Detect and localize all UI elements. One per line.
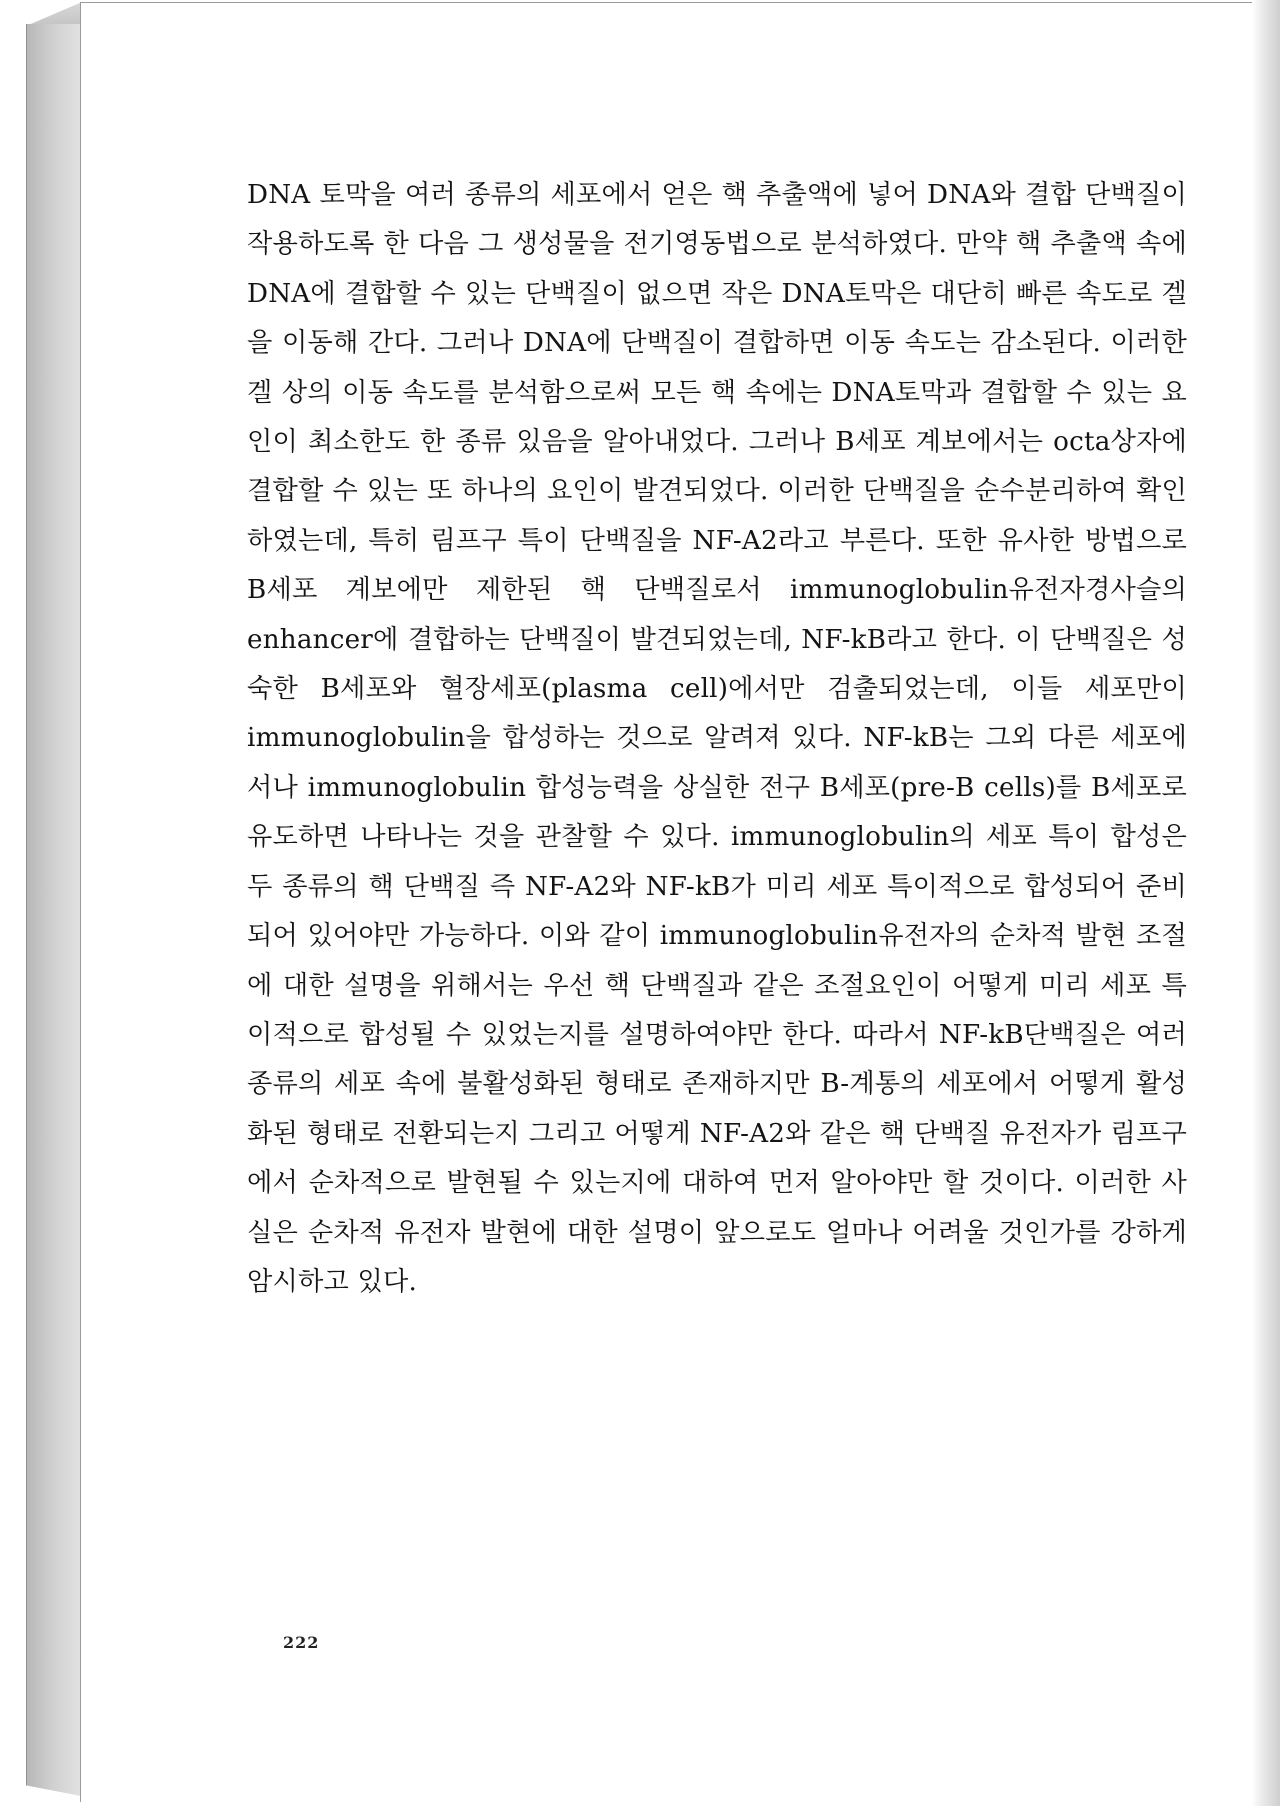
book-page [80,2,1252,1802]
page-number: 222 [283,1633,320,1652]
book-spine [26,24,81,1796]
body-paragraph: DNA 토막을 여러 종류의 세포에서 얻은 핵 추출액에 넣어 DNA와 결합 단백질이 작용하도록 한 다음 그 생성물을 전기영동법으로 분석하였다. 만약 핵 추출액 속에 DNA에 결합할 수 있는 단백질이 없으면 작은 DNA토막은 대단히 빠른 속도로 겔을 이동해 간다. 그러나 DNA에 단백질이 결합하면 이동 속도는 감소된다. 이러한 겔 상의 이동 속도를 분석함으로써 모든 핵 속에는 DNA토막과 결합할 수 있는 요인이 최소한도 한 종류 있음을 알아내었다. 그러나 B세포 계보에서는 octa상자에 결합할 수 있는 또 하나의 요인이 발견되었다. 이러한 단백질을 순수분리하여 확인하였는데, 특히 림프구 특이 단백질을 NF-A2라고 부른다. 또한 유사한 방법으로 B세포 계보에만 제한된 핵 단백질로서 immunoglobulin유전자경사슬의 enhancer에 결합하는 단백질이 발견되었는데, NF-kB라고 한다. 이 단백질은 성숙한 B세포와 혈장세포(plasma cell)에서만 검출되었는데, 이들 세포만이 immunoglobulin을 합성하는 것으로 알려져 있다. NF-kB는 그외 다른 세포에서나 immunoglobulin 합성능력을 상실한 전구 B세포(pre-B cells)를 B세포로 유도하면 나타나는 것을 관찰할 수 있다. immunoglobulin의 세포 특이 합성은 두 종류의 핵 단백질 즉 NF-A2와 NF-kB가 미리 세포 특이적으로 합성되어 준비되어 있어야만 가능하다. 이와 같이 immunoglobulin유전자의 순차적 발현 조절에 대한 설명을 위해서는 우선 핵 단백질과 같은 조절요인이 어떻게 미리 세포 특이적으로 합성될 수 있었는지를 설명하여야만 한다. 따라서 NF-kB단백질은 여러 종류의 세포 속에 불활성화된 형태로 존재하지만 B-계통의 세포에서 어떻게 활성화된 형태로 전환되는지 그리고 어떻게 NF-A2와 같은 핵 단백질 유전자가 림프구에서 순차적으로 발현될 수 있는지에 대하여 먼저 알아야만 할 것이다. 이러한 사실은 순차적 유전자 발현에 대한 설명이 앞으로도 얼마나 어려울 것인가를 강하게 암시하고 있다. [247,180,1187,1297]
page-edge-shadow [1252,0,1280,1806]
book-spine-top [26,2,82,26]
